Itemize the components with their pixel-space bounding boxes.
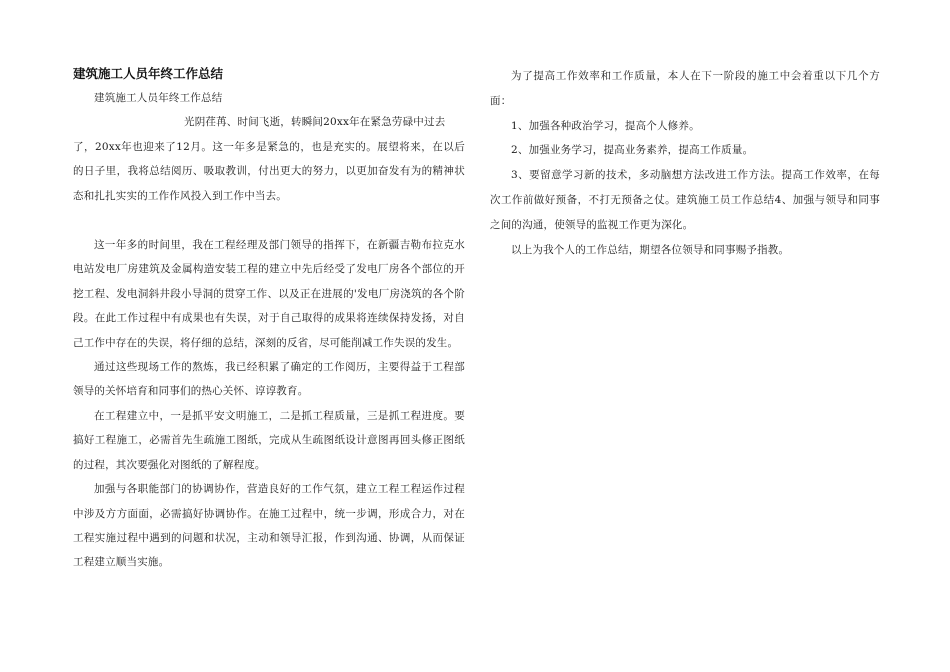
left-column: [73, 64, 465, 575]
document-title: 建筑施工人员年终工作总结: [73, 66, 224, 81]
closing-paragraph: 以上为我个人的工作总结，期望各位领导和同事赐予指教。: [511, 243, 790, 256]
intro-first-line: 光阴荏苒、时间飞逝，转瞬间20xx年在紧急劳碌中过去: [184, 116, 446, 129]
plan-item: 3、要留意学习新的技术，多动脑想方法改进工作方法。提高工作效率，在每次工作前做好预备，不打无预备之仗。建筑施工员工作总结4、加强与领导和同事之间的沟通，使领导的监视工作更为深化。: [490, 169, 880, 231]
plan-item: 1、加强各种政治学习，提高个人修养。: [511, 119, 700, 132]
plan-item: 2、加强业务学习，提高业务素养，提高工作质量。: [511, 144, 754, 157]
right-column: [490, 64, 880, 262]
intro-paragraph: 了，20xx年也迎来了12月。这一年多是紧急的，也是充实的。展望将来，在以后的日子里，我将总结阅历、吸取教训，付出更大的努力，以更加奋发有为的精神状态和扎扎实实的工作作风投入到工作中当去。: [73, 140, 465, 202]
body-paragraph: 通过这些现场工作的熬炼，我已经积累了确定的工作阅历，主要得益于工程部领导的关怀培育和同事们的热心关怀、谆谆教育。: [73, 361, 465, 398]
body-paragraph: 在工程建立中，一是抓平安文明施工，二是抓工程质量，三是抓工程进度。要搞好工程施工，必需首先生疏施工图纸，完成从生疏图纸设计意图再回头修正图纸的过程，其次要强化对图纸的了解程度。: [73, 409, 465, 471]
body-paragraph: 加强与各职能部门的协调协作，营造良好的工作气氛，建立工程工程运作过程中涉及方方面面，必需搞好协调协作。在施工过程中，统一步调，形成合力，对在工程实施过程中遇到的问题和状况，主动和领导汇报，作到沟通、协调，从而保证工程建立顺当实施。: [73, 483, 465, 569]
plan-intro-paragraph: 为了提高工作效率和工作质量，本人在下一阶段的施工中会着重以下几个方面：: [490, 70, 880, 107]
blank-line: [73, 208, 465, 233]
document-subtitle: 建筑施工人员年终工作总结: [94, 92, 223, 104]
body-paragraph: 这一年多的时间里，我在工程经理及部门领导的指挥下，在新疆吉勒布拉克水电站发电厂房建筑及金属构造安装工程的建立中先后经受了发电厂房各个部位的开挖工程、发电洞斜井段小导洞的贯穿工作、以及正在进展的'发电厂房浇筑的各个阶段。在此工作过程中有成果也有失误，对于自己取得的成果将连续保持发扬，对自己工作中存在的失误，将仔细的总结，深刻的反省，尽可能削减工作失误的发生。: [73, 239, 465, 349]
